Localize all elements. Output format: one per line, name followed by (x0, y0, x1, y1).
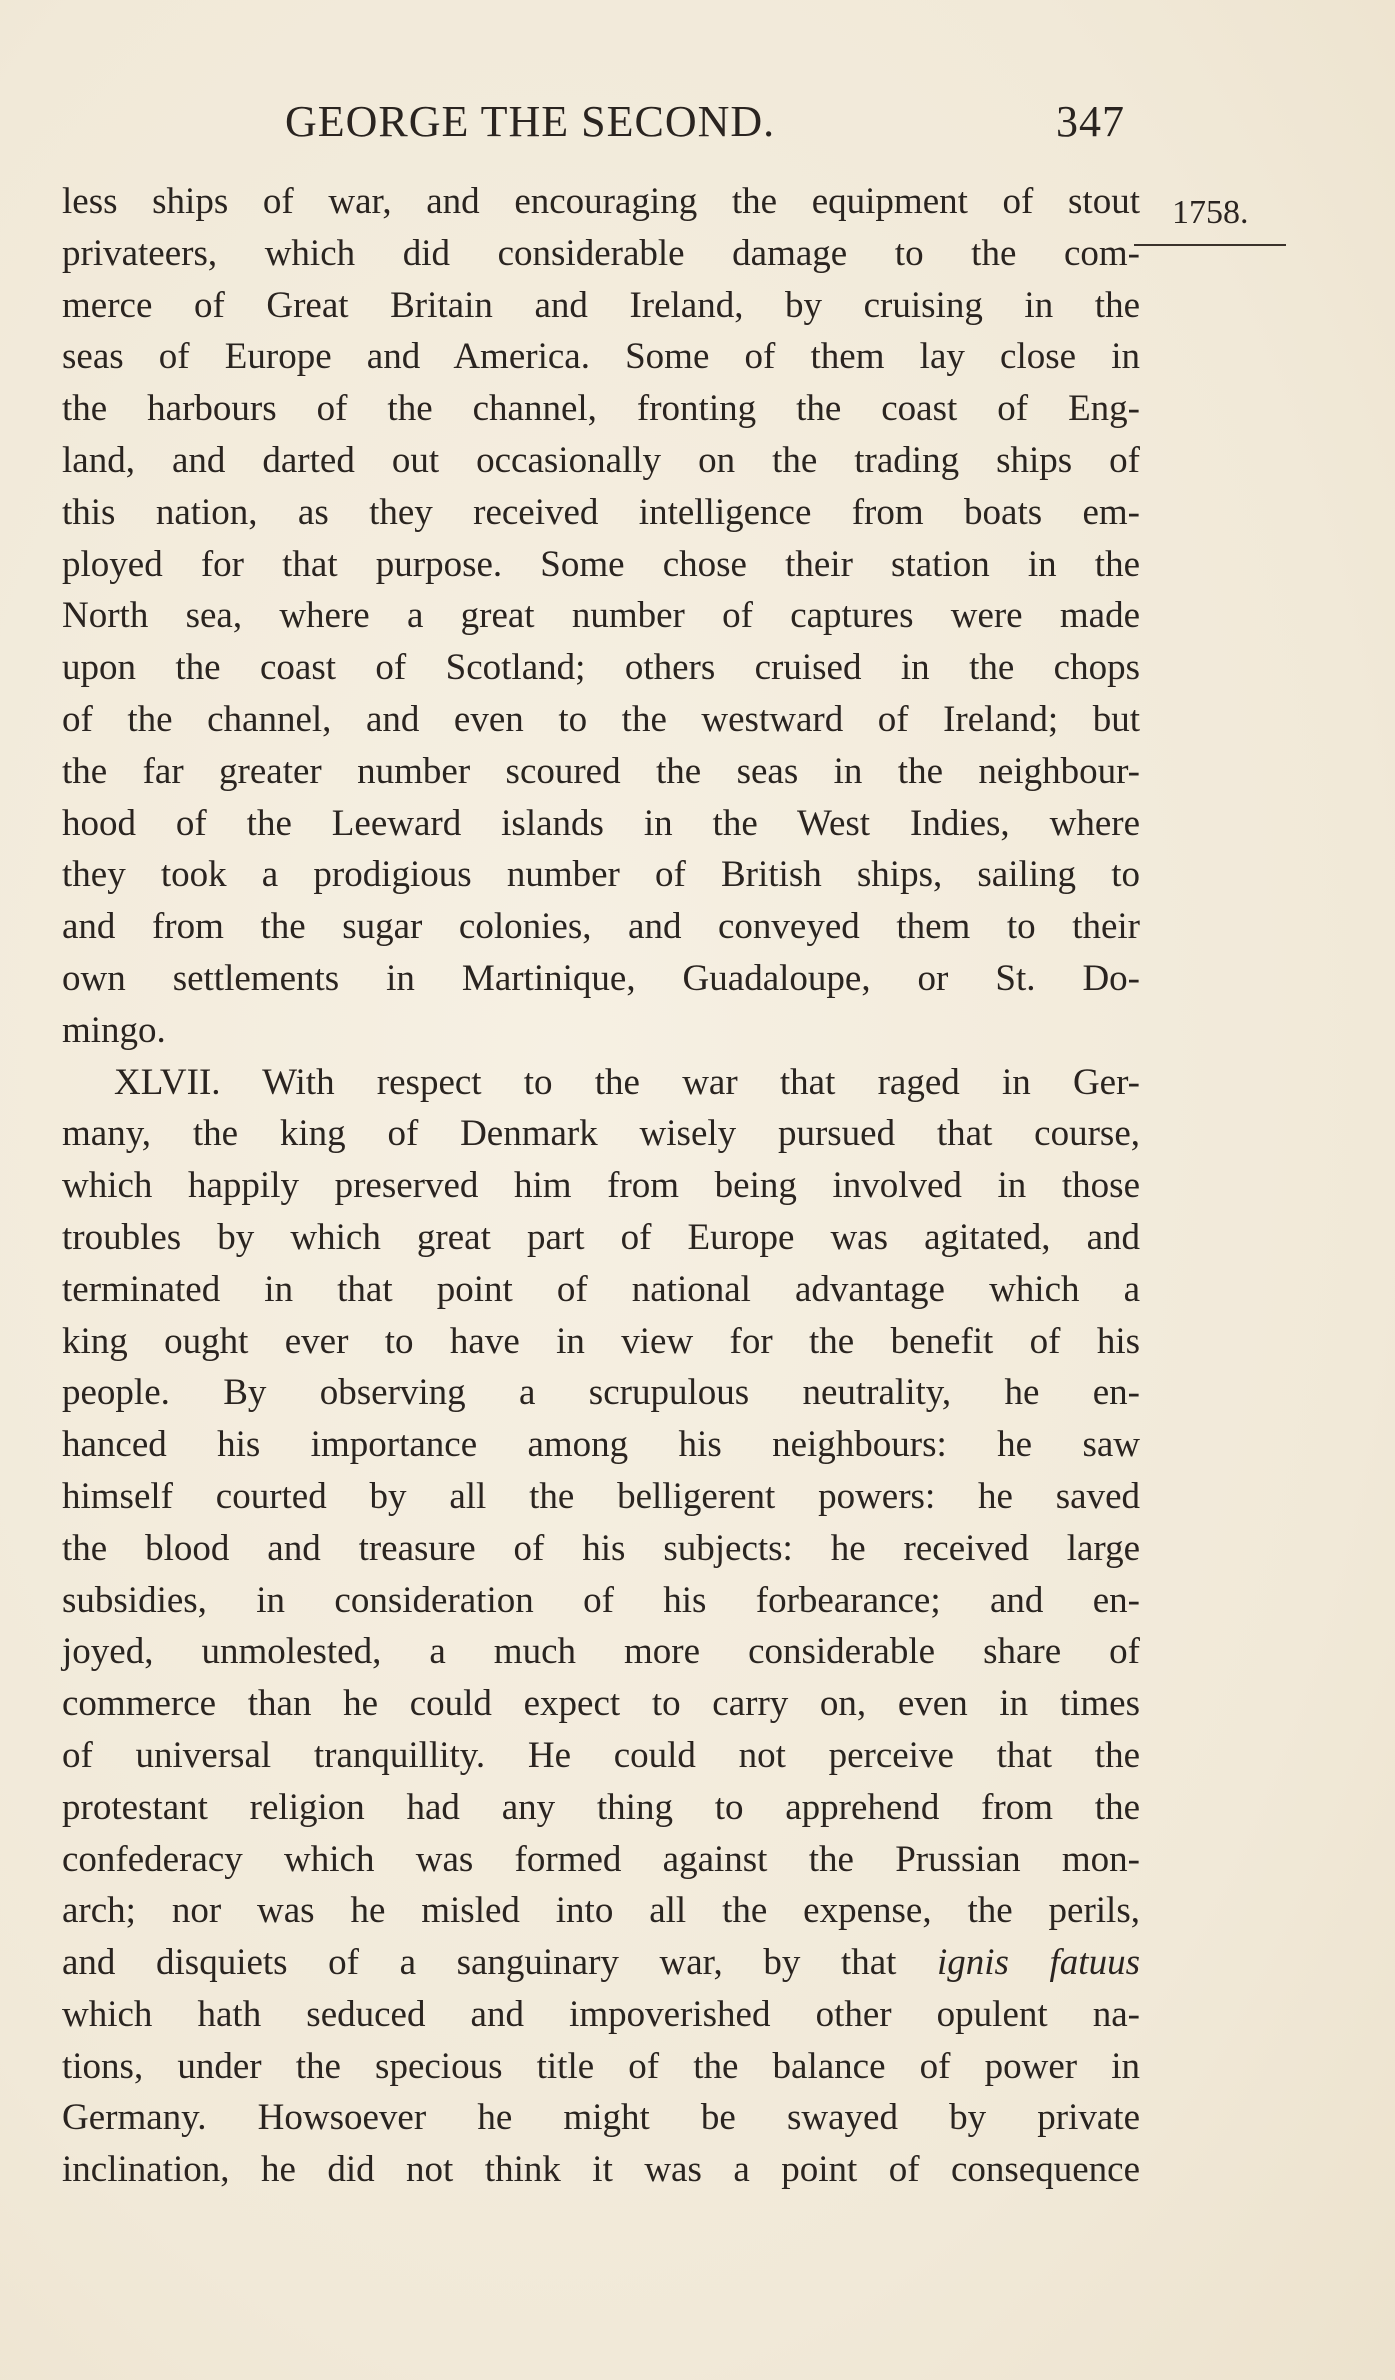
text-line-start: and disquiets of a sanguinary war, by that (62, 1942, 937, 1984)
text-line: and from the sugar colonies, and conveyed them to their (62, 906, 1140, 948)
text-line: protestant religion had any thing to apprehend from the (62, 1786, 1140, 1828)
text-line: many, the king of Denmark wisely pursued that course, (62, 1113, 1140, 1155)
text-line: which happily preserved him from being involved in those (62, 1165, 1140, 1207)
text-line: merce of Great Britain and Ireland, by cruising in the (62, 284, 1140, 326)
text-line-with-italic (62, 1937, 1140, 1989)
text-line: privateers, which did considerable damage to the com- (62, 232, 1140, 274)
body-text (62, 176, 1140, 2196)
text-line: of the channel, and even to the westward of Ireland; but (62, 698, 1140, 740)
margin-year-note: 1758. (1172, 194, 1249, 231)
text-line: tions, under the specious title of the balance of power in (62, 2045, 1140, 2087)
text-line: North sea, where a great number of captures were made (62, 595, 1140, 637)
text-line: they took a prodigious number of British ships, sailing to (62, 854, 1140, 896)
text-line: less ships of war, and encouraging the equipment of stout (62, 181, 1140, 222)
text-line: arch; nor was he misled into all the expense, the perils, (62, 1890, 1140, 1932)
text-line: mingo. (62, 1009, 166, 1051)
italic-phrase: ignis fatuus (936, 1942, 1140, 1984)
text-line: upon the coast of Scotland; others cruised in the chops (62, 647, 1140, 689)
text-line: himself courted by all the belligerent powers: he saved (62, 1475, 1140, 1517)
text-line: seas of Europe and America. Some of them lay close in (62, 336, 1140, 378)
text-line: troubles by which great part of Europe was agitated, and (62, 1216, 1140, 1258)
text-line: of universal tranquillity. He could not perceive that the (62, 1734, 1140, 1776)
margin-rule (1134, 244, 1286, 246)
text-line: the harbours of the channel, fronting the coast of Eng- (62, 388, 1140, 430)
text-line: terminated in that point of national advantage which a (62, 1268, 1140, 1310)
text-line: the far greater number scoured the seas in the neighbour- (62, 750, 1140, 792)
text-line: people. By observing a scrupulous neutrality, he en- (62, 1372, 1140, 1414)
text-line: ployed for that purpose. Some chose their station in the (62, 543, 1140, 585)
text-line: this nation, as they received intelligence from boats em- (62, 491, 1140, 533)
text-line: which hath seduced and impoverished other opulent na- (62, 1993, 1140, 2035)
text-line: confederacy which was formed against the Prussian mon- (62, 1838, 1140, 1880)
text-line: Germany. Howsoever he might be swayed by private (62, 2097, 1140, 2139)
section-start-line: XLVII. With respect to the war that raged in Ger- (114, 1061, 1140, 1103)
text-line: inclination, he did not think it was a point of consequence (62, 2149, 1140, 2191)
text-line: king ought ever to have in view for the benefit of his (62, 1320, 1140, 1362)
text-line: joyed, unmolested, a much more considerable share of (62, 1631, 1140, 1673)
running-title: GEORGE THE SECOND. (285, 97, 776, 146)
text-line: subsidies, in consideration of his forbearance; and en- (62, 1579, 1140, 1621)
text-line: the blood and treasure of his subjects: he received large (62, 1527, 1140, 1569)
text-line: hanced his importance among his neighbours: he saw (62, 1424, 1140, 1466)
text-line: own settlements in Martinique, Guadaloupe, or St. Do- (62, 957, 1140, 999)
text-line: hood of the Leeward islands in the West Indies, where (62, 802, 1140, 844)
page-number: 347 (1056, 97, 1125, 146)
text-line: land, and darted out occasionally on the trading ships of (62, 439, 1140, 481)
text-line: commerce than he could expect to carry on, even in times (62, 1683, 1140, 1725)
